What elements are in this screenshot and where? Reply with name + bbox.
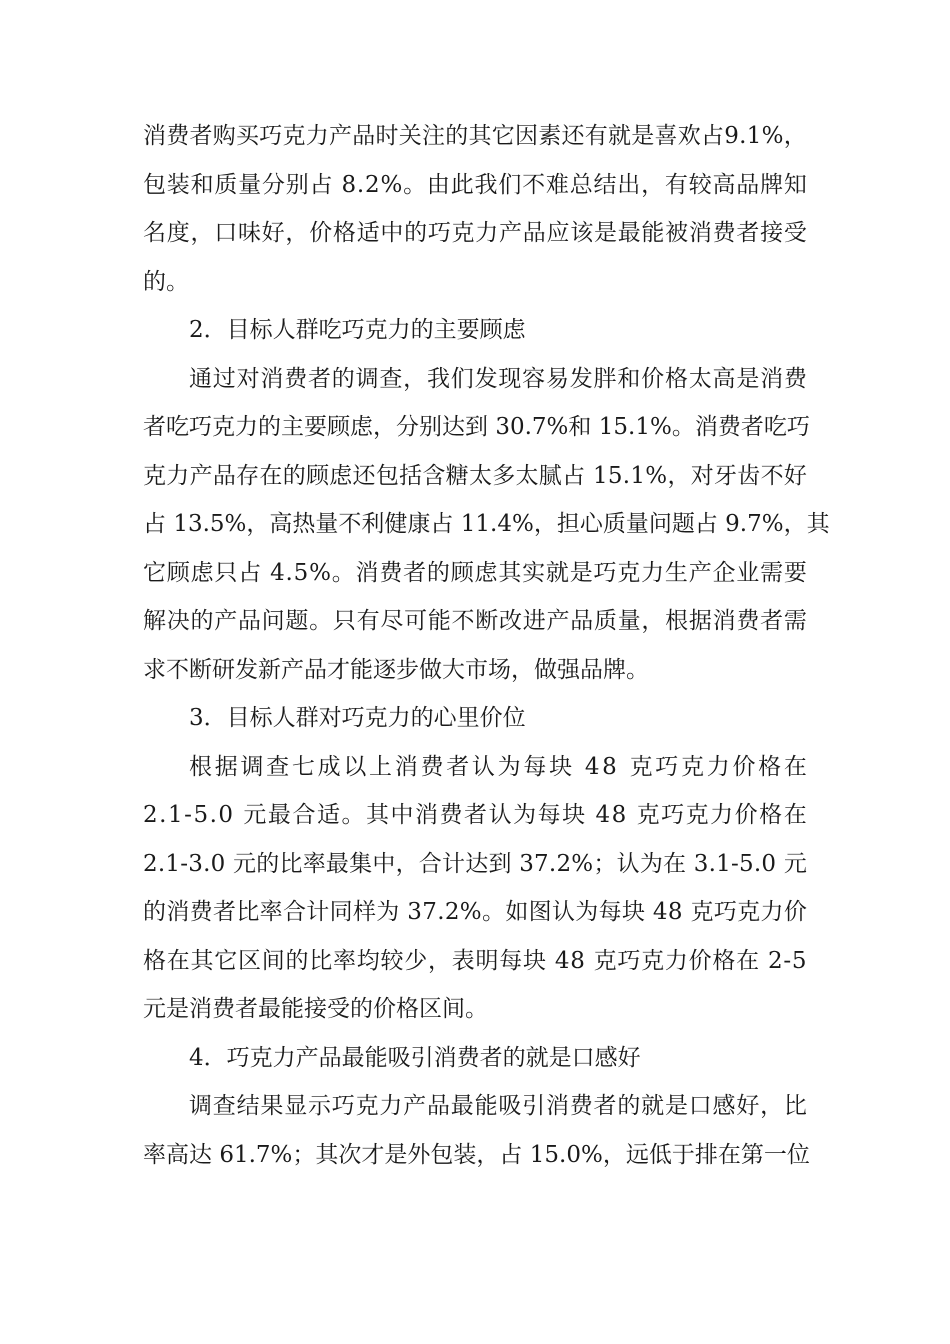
paragraph-line: 克 力 产 品 存 在 的 顾 虑 还 包 括 含 糖 太 多 太 腻 占 1 5 . 1 % ， 对 牙 齿 不 好 — [143, 462, 807, 489]
paragraph-line: 解 决 的 产 品 问 题 。 只 有 尽 可 能 不 断 改 进 产 品 质 量 ， 根 据 消 费 者 需 — [143, 608, 807, 634]
paragraph-line: 包 装 和 质 量 分 别 占 8 . 2 % 。 由 此 我 们 不 难 总 结 出 ， 有 较 高 品 牌 知 — [143, 171, 807, 198]
paragraph-line: 的 消 费 者 比 率 合 计 同 样 为 3 7 . 2 % 。 如 图 认 为 每 块 4 8 克 巧 克 力 价 — [143, 899, 807, 925]
paragraph-line: 消 费 者 购 买 巧 克 力 产 品 时 关 注 的 其 它 因 素 还 有 就 是 喜 欢 占 9 . 1 % ， — [143, 123, 807, 149]
paragraph-line: 通 过 对 消 费 者 的 调 查 ， 我 们 发 现 容 易 发 胖 和 价 格 太 高 是 消 费 — [189, 365, 807, 392]
paragraph-line: 它 顾 虑 只 占 4 . 5 % 。 消 费 者 的 顾 虑 其 实 就 是 巧 克 力 生 产 企 业 需 要 — [143, 559, 807, 586]
section-heading: 2．目标人群吃巧克力的主要顾虑 — [189, 317, 526, 343]
paragraph-line: 格 在 其 它 区 间 的 比 率 均 较 少 ， 表 明 每 块 4 8 克 巧 克 力 价 格 在 2 - 5 — [143, 947, 807, 974]
paragraph-line: 占 1 3 . 5 % ， 高 热 量 不 利 健 康 占 1 1 . 4 % ， 担 心 质 量 问 题 占 9 . 7 % ， 其 — [143, 511, 830, 537]
paragraph-line: 元是消费者最能接受的价格区间。 — [143, 996, 488, 1022]
paragraph-line: 2 . 1 - 3 . 0 元 的 比 率 最 集 中 ， 合 计 达 到 3 7 . 2 % ； 认 为 在 3 . 1 - 5 . 0 元 — [143, 850, 807, 877]
paragraph-line: 根 据 调 查 七 成 以 上 消 费 者 认 为 每 块 4 8 克 巧 克 力 价 格 在 — [189, 753, 807, 780]
paragraph-line: 求不断研发新产品才能逐步做大市场，做强品牌。 — [143, 656, 649, 683]
paragraph-line: 率 高 达 6 1 . 7 % ； 其 次 才 是 外 包 装 ， 占 1 5 . 0 % ， 远 低 于 排 在 第 一 位 — [143, 1141, 810, 1168]
paragraph-line: 的。 — [143, 268, 189, 295]
paragraph-line: 2 . 1 - 5 . 0 元 最 合 适 。 其 中 消 费 者 认 为 每 块 4 8 克 巧 克 力 价 格 在 — [143, 802, 807, 828]
paragraph-line: 名 度 ， 口 味 好 ， 价 格 适 中 的 巧 克 力 产 品 应 该 是 最 能 被 消 费 者 接 受 — [143, 220, 807, 246]
paragraph-line: 者 吃 巧 克 力 的 主 要 顾 虑 ， 分 别 达 到 3 0 . 7 % 和 1 5 . 1 % 。 消 费 者 吃 巧 — [143, 414, 810, 440]
section-heading: 4．巧克力产品最能吸引消费者的就是口感好 — [189, 1044, 641, 1071]
section-heading: 3．目标人群对巧克力的心里价位 — [189, 705, 526, 731]
paragraph-line: 调 查 结 果 显 示 巧 克 力 产 品 最 能 吸 引 消 费 者 的 就 是 口 感 好 ， 比 — [189, 1093, 807, 1119]
body-text — [143, 112, 830, 1179]
